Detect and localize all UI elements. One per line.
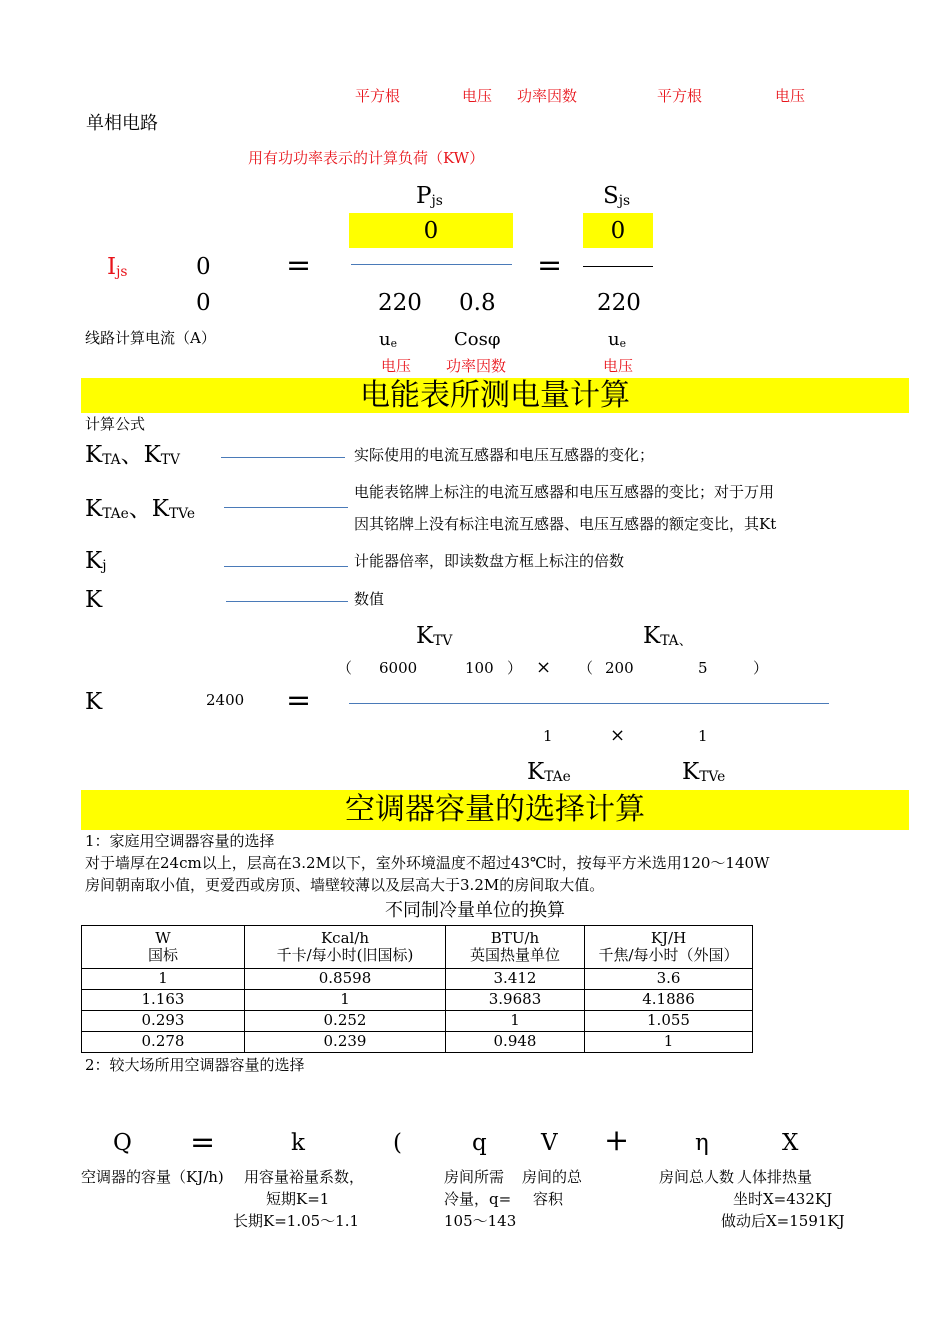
fraction-bar-sjs — [583, 266, 653, 267]
formula-v: V — [541, 1130, 558, 1156]
label-voltage-1: 电压 — [462, 87, 493, 105]
ac-paragraph-2: 房间朝南取小值，更爱西或房顶、墙壁较薄以及层高大于3.2M的房间取大值。 — [85, 876, 605, 894]
ktae-symbol: $K_{TAe}$ — [527, 759, 571, 786]
label-sqrt-2: 平方根 — [657, 87, 703, 105]
numerator-6000: 6000 — [379, 659, 418, 677]
fraction-bar-pjs — [351, 264, 512, 265]
ijs-value-1: 0 — [196, 254, 211, 280]
table-cell: 4.1886 — [585, 990, 753, 1011]
sjs-value: 0 — [610, 218, 626, 244]
pjs-value: 0 — [423, 218, 439, 244]
numerator-times: × — [536, 657, 552, 678]
note-k-1: 用容量裕量系数， — [244, 1168, 365, 1186]
denominator-1b: 1 — [698, 727, 708, 745]
table-cell: 1 — [245, 990, 446, 1011]
cos-value: 0.8 — [459, 290, 496, 316]
cos-label: Cosφ — [454, 329, 501, 350]
formula-q: Q — [113, 1130, 132, 1156]
def-desc-4: 数值 — [354, 590, 385, 608]
table-cell: 0.252 — [245, 1011, 446, 1032]
formula-eta: η — [695, 1130, 709, 1156]
header-cell-w: W 国标 — [82, 926, 245, 969]
k-label: K — [85, 689, 103, 715]
note-x-3: 做动后X=1591KJ — [721, 1212, 845, 1230]
paren-close-2: ） — [753, 659, 769, 677]
def-line-1 — [221, 457, 345, 458]
paren-open-1: （ — [337, 659, 353, 677]
header-cell-btu: BTU/h 英国热量单位 — [446, 926, 585, 969]
unit-conversion-table — [81, 925, 753, 1053]
k-value: 2400 — [206, 691, 245, 709]
note-x-1: 人体排热量 — [737, 1168, 813, 1186]
table-row — [82, 1032, 753, 1053]
equals-sign-3: = — [286, 683, 312, 718]
header-cell-kj: KJ/H 千焦/每小时（外国） — [585, 926, 753, 969]
sjs-symbol: $S_{js}$ — [603, 183, 631, 210]
table-cell: 1.055 — [585, 1011, 753, 1032]
table-cell: 1 — [82, 969, 245, 990]
voltage-value-2: 220 — [597, 290, 641, 316]
table-cell: 3.412 — [446, 969, 585, 990]
pjs-symbol: $P_{js}$ — [416, 183, 443, 210]
load-note: 用有功功率表示的计算负荷（KW） — [248, 149, 485, 167]
fraction-bar-k — [349, 703, 829, 704]
table-title: 不同制冷量单位的换算 — [385, 900, 565, 921]
note-v-2: 容积 — [533, 1190, 564, 1208]
table-header-row — [82, 926, 753, 969]
def-symbol-kj: $K_j$ — [85, 548, 107, 575]
table-cell: 0.239 — [245, 1032, 446, 1053]
def-line-3 — [224, 566, 348, 567]
header-cell-kcal: Kcal/h 千卡/每小时(旧国标) — [245, 926, 446, 969]
kta-symbol: $K_{TA、}$ — [643, 623, 693, 650]
def-symbol-kta-ktv: $K_{TA}$、$K_{TV}$ — [85, 442, 180, 469]
formula-paren: ( — [393, 1130, 402, 1156]
table-cell: 0.293 — [82, 1011, 245, 1032]
note-qv-3: 105～143 — [444, 1212, 517, 1230]
note-qv-2: 冷量，q= — [444, 1190, 512, 1208]
bottom-label-power-factor: 功率因数 — [446, 357, 507, 375]
ue-symbol-2: $u_e$ — [608, 329, 626, 350]
table-cell: 3.9683 — [446, 990, 585, 1011]
formula-equals: = — [190, 1125, 216, 1160]
ijs-value-2: 0 — [196, 290, 211, 316]
ue-symbol-1: $u_e$ — [379, 329, 397, 350]
note-x-2: 坐时X=432KJ — [733, 1190, 833, 1208]
def-line-4 — [226, 601, 348, 602]
paren-open-2: （ — [578, 659, 594, 677]
def-desc-3: 计能器倍率，即读数盘方框上标注的倍数 — [354, 552, 625, 570]
ktv-symbol: $K_{TV}$ — [416, 623, 453, 650]
table-row — [82, 1011, 753, 1032]
table-cell: 0.278 — [82, 1032, 245, 1053]
current-note: 线路计算电流（A） — [85, 329, 216, 347]
formula-plus: + — [604, 1123, 630, 1158]
formula-k: k — [291, 1130, 305, 1156]
numerator-5: 5 — [698, 659, 708, 677]
table-cell: 0.8598 — [245, 969, 446, 990]
voltage-value-1: 220 — [378, 290, 422, 316]
table-cell: 0.948 — [446, 1032, 585, 1053]
label-sqrt-1: 平方根 — [355, 87, 401, 105]
ac-item-2: 2：较大场所用空调器容量的选择 — [85, 1056, 305, 1074]
bottom-label-voltage-1: 电压 — [381, 357, 412, 375]
def-symbol-ktae-ktve: $K_{TAe}$、$K_{TVe}$ — [85, 496, 196, 523]
table-cell: 1 — [585, 1032, 753, 1053]
note-qv-1: 房间所需 — [444, 1168, 505, 1186]
formula-label: 计算公式 — [85, 415, 146, 433]
equals-sign-1: = — [286, 248, 312, 283]
table-cell: 1 — [446, 1011, 585, 1032]
note-v-1: 房间的总 — [522, 1168, 583, 1186]
note-q: 空调器的容量（KJ/h) — [81, 1168, 224, 1186]
paren-close-1: ） — [507, 659, 523, 677]
def-symbol-k: K — [85, 587, 103, 613]
bottom-label-voltage-2: 电压 — [603, 357, 634, 375]
formula-x: X — [782, 1130, 799, 1156]
table-row — [82, 969, 753, 990]
numerator-200: 200 — [605, 659, 634, 677]
numerator-100: 100 — [465, 659, 494, 677]
denominator-times: × — [610, 725, 626, 746]
section-title-single-phase: 单相电路 — [86, 113, 158, 134]
ac-item-1: 1：家庭用空调器容量的选择 — [85, 832, 275, 850]
note-eta: 房间总人数 — [659, 1168, 735, 1186]
equals-sign-2: = — [537, 248, 563, 283]
formula-q-lower: q — [472, 1130, 487, 1156]
def-desc-2b: 因其铭牌上没有标注电流互感器、电压互感器的额定变比，其Kt — [354, 515, 777, 533]
def-desc-1: 实际使用的电流互感器和电压互感器的变化； — [354, 446, 655, 464]
ktve-symbol: $K_{TVe}$ — [682, 759, 726, 786]
denominator-1a: 1 — [543, 727, 553, 745]
table-row — [82, 990, 753, 1011]
label-voltage-2: 电压 — [775, 87, 806, 105]
table-cell: 3.6 — [585, 969, 753, 990]
label-power-factor-1: 功率因数 — [517, 87, 578, 105]
table-cell: 1.163 — [82, 990, 245, 1011]
note-k-2: 短期K=1 — [266, 1190, 330, 1208]
ac-header: 空调器容量的选择计算 — [345, 792, 645, 827]
energy-meter-header: 电能表所测电量计算 — [360, 378, 630, 413]
def-line-2 — [224, 507, 348, 508]
def-desc-2a: 电能表铭牌上标注的电流互感器和电压互感器的变比；对于万用 — [354, 483, 775, 501]
note-k-3: 长期K=1.05～1.1 — [233, 1212, 360, 1230]
ijs-symbol: $I_{js}$ — [107, 254, 128, 281]
ac-paragraph-1: 对于墙厚在24cm以上，层高在3.2M以下，室外环境温度不超过43℃时，按每平方米选用120～140W — [85, 854, 770, 872]
